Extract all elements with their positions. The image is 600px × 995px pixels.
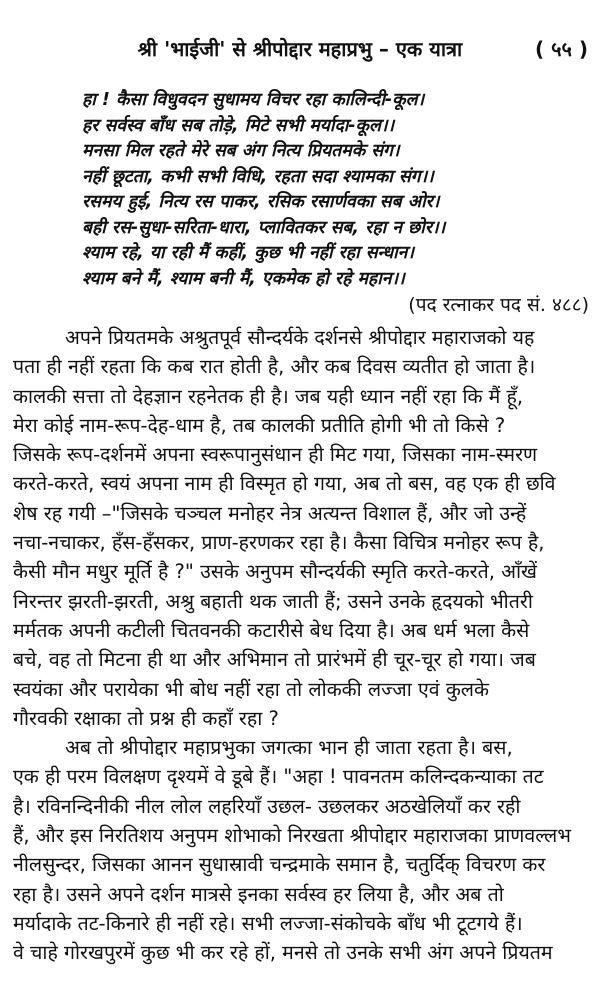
paragraph-line: मर्यादाके तट-किनारे ही नहीं रहे। सभी लज्जा-संकोचके बाँध भी टूटगये हैं। [13,911,523,935]
verse-line: रसमय हुई, नित्य रस पाकर, रसिक रसार्णवका सब ओर। [82,192,440,212]
paragraph-line: स्वयंका और परायेका भी बोध नहीं रहा तो लोककी लज्जा एवं कुलके [13,677,489,701]
paragraph-line: वे चाहे गोरखपुरमें कुछ भी कर रहे हों, मनसे तो उनके सभी अंग अपने प्रियतम [13,941,553,965]
paragraph-line: कालकी सत्ता तो देहज्ञान रहनेतक ही है। जब यही ध्यान नहीं रहा कि मैं हूँ, [13,384,524,408]
paragraph-line: नीलसुन्दर, जिसका आनन सुधास्रावी चन्द्रमाके समान है, चतुर्दिक् विचरण कर [13,853,546,877]
paragraph-line: है। रविनन्दिनीकी नील लोल लहरियाँ उछल- उछलकर अठखेलियाँ कर रही [13,794,521,818]
paragraph-line: गौरवकी रक्षाका तो प्रश्न ही कहाँ रहा ? [13,706,279,730]
paragraph-line: कैसी मौन मधुर मूर्ति है ?" उसके अनुपम सौन्दर्यकी स्मृति करते-करते, आँखें [13,560,537,584]
paragraph-line: पता ही नहीं रहता कि कब रात होती है, और कब दिवस व्यतीत हो जाता है। [13,355,536,379]
paragraph-line: अब तो श्रीपोद्दार महाप्रभुका जगत्का भान ही जाता रहता है। बस, [65,736,513,760]
verse-line: बही रस-सुधा-सरिता-धारा, प्लावितकर सब, रहा न छोर।। [82,217,446,238]
verse-line: श्याम बने मैं, श्याम बनी मैं, एकमेक हो रहे महान।। [82,268,405,289]
running-header [0,34,600,64]
paragraph-line: करते-करते, स्वयं अपना नाम ही विस्मृत हो गया, अब तो बस, वह एक ही छवि [13,472,556,496]
verse-line: नहीं छूटता, कभी सभी विधि, रहता सदा श्यामका संग।। [82,166,434,187]
paragraph-line: अपने प्रियतमके अश्रुतपूर्व सौन्दर्यके दर्शनसे श्रीपोद्दार महाराजको यह [65,326,535,349]
paragraph-line: बचे, वह तो मिटना ही था और अभिमान तो प्रारंभमें ही चूर-चूर हो गया। जब [13,648,536,672]
paragraph-line: मर्मतक अपनी कटीली चितवनकी कटारीसे बेध दिया है। अब धर्म भला कैसे [13,618,530,642]
body-text [13,323,588,968]
poem-block [82,88,592,292]
verse-line: मनसा मिल रहते मेरे सब अंग नित्य प्रियतमके संग। [82,141,400,161]
page-number: ( ५५ ) [534,37,588,61]
paragraph-line: नचा-नचाकर, हँस-हँसकर, प्राण-हरणकर रहा है। कैसा विचित्र मनोहर रूप है, [13,531,545,555]
running-title: श्री 'भाईजी' से श्रीपोद्दार महाप्रभु – एक यात्रा [137,37,463,61]
paragraph-line: जिसके रूप-दर्शनमें अपना स्वरूपानुसंधान ही मिट गया, जिसका नाम-स्मरण [13,443,538,467]
paragraph-line: हैं, और इस निरतिशय अनुपम शोभाको निरखता श्रीपोद्दार महाराजका प्राणवल्लभ [13,824,571,848]
verse-line: श्याम रहे, या रही मैं कहीं, कुछ भी नहीं रहा सन्धान। [82,243,415,263]
verse-line: हर सर्वस्व बाँध सब तोड़े, मिटे सभी मर्यादा-कूल।। [82,115,395,136]
verse-line: हा ! कैसा विधुवदन सुधामय विचर रहा कालिन्दी-कूल। [82,90,425,110]
paragraph-line: शेष रह गयी –"जिसके चञ्चल मनोहर नेत्र अत्यन्त विशाल हैं, और जो उन्हें [13,501,527,525]
paragraph-line: निरन्तर झरती-झरती, अश्रु बहाती थक जाती हैं; उसने उनके हृदयको भीतरी [13,589,533,613]
paragraph-line: मेरा कोई नाम-रूप-देह-धाम है, तब कालकी प्रतीति होगी भी तो किसे ? [13,413,506,437]
poem-citation: (पद रत्नाकर पद सं. ४८८) [408,294,589,316]
paragraph-line: एक ही परम विलक्षण दृश्यमें वे डूबे हैं। "अहा ! पावनतम कलिन्दकन्याका तट [13,765,544,789]
paragraph-line: रहा है। उसने अपने दर्शन मात्रसे इनका सर्वस्व हर लिया है, और अब तो [13,882,504,906]
